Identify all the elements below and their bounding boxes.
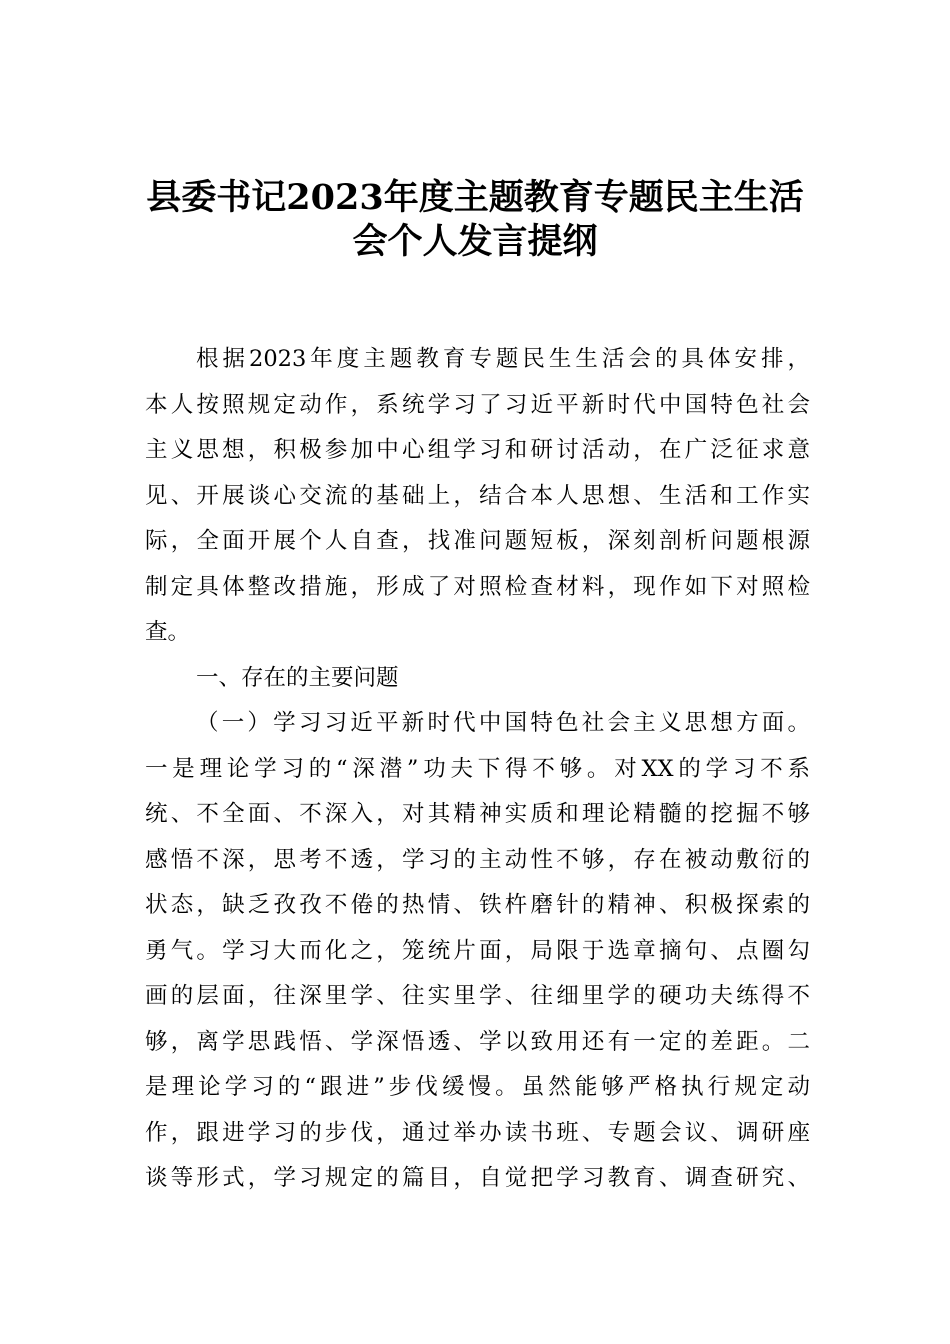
intro-line-3: 主义思想，积极参加中心组学习和研讨活动，在广泛征求意 xyxy=(145,437,810,463)
section-heading: 一、存在的主要问题 xyxy=(196,664,399,691)
intro-line-1: 根据2023年度主题教育专题民生生活会的具体安排， xyxy=(196,346,810,372)
subsection-line-2: 一是理论学习的“深潜”功夫下得不够。对XX的学习不系 xyxy=(145,755,810,782)
document-title-line-2: 会个人发言提纲 xyxy=(352,221,598,262)
intro-line-5: 际，全面开展个人自查，找准问题短板，深刻剖析问题根源 xyxy=(145,528,810,554)
subsection-line-8: 够，离学思践悟、学深悟透、学以致用还有一定的差距。二 xyxy=(145,1028,810,1055)
subsection-line-1: （一）学习习近平新时代中国特色社会主义思想方面。 xyxy=(196,710,810,736)
subsection-line-11: 谈等形式，学习规定的篇目，自觉把学习教育、调查研究、 xyxy=(145,1165,810,1191)
subsection-line-10: 作，跟进学习的步伐，通过举办读书班、专题会议、调研座 xyxy=(145,1119,810,1146)
subsection-line-5: 状态，缺乏孜孜不倦的热情、铁杵磨针的精神、积极探索的 xyxy=(145,892,810,918)
subsection-line-4: 感悟不深，思考不透，学习的主动性不够，存在被动敷衍的 xyxy=(145,846,810,873)
intro-line-4: 见、开展谈心交流的基础上，结合本人思想、生活和工作实 xyxy=(145,482,810,509)
intro-line-7: 查。 xyxy=(145,619,191,645)
document-title-line-1: 县委书记2023年度主题教育专题民主生活 xyxy=(146,177,804,218)
subsection-line-6: 勇气。学习大而化之，笼统片面，局限于选章摘句、点圈勾 xyxy=(145,937,810,964)
intro-line-2: 本人按照规定动作，系统学习了习近平新时代中国特色社会 xyxy=(145,391,810,418)
document-body xyxy=(145,337,810,1202)
intro-line-6: 制定具体整改措施，形成了对照检查材料，现作如下对照检 xyxy=(145,573,810,600)
subsection-line-7: 画的层面，往深里学、往实里学、往细里学的硬功夫练得不 xyxy=(145,983,810,1009)
subsection-line-9: 是理论学习的“跟进”步伐缓慢。虽然能够严格执行规定动 xyxy=(145,1074,810,1100)
subsection-line-3: 统、不全面、不深入，对其精神实质和理论精髓的挖掘不够 xyxy=(145,801,810,827)
